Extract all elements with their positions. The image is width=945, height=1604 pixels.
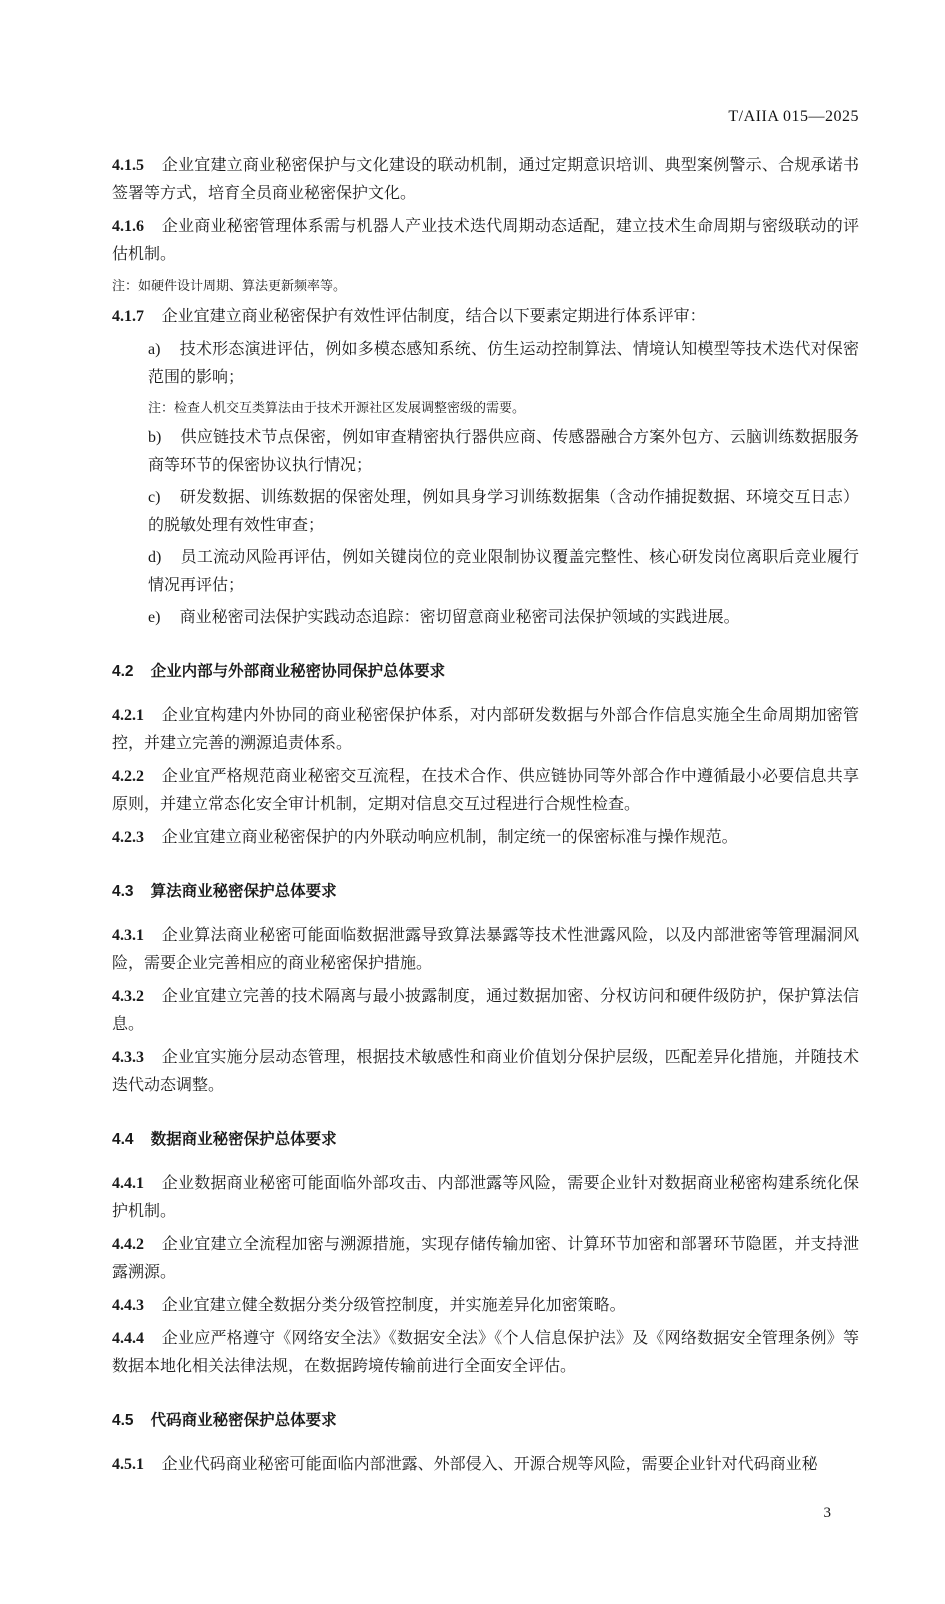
document-body [112, 152, 859, 1479]
clause-number: 4.1.5 [112, 157, 144, 174]
clause-number: 4.3.2 [112, 988, 144, 1005]
clause-text: 企业宜建立完善的技术隔离与最小披露制度，通过数据加密、分权访问和硬件级防护，保护算法信息。 [112, 988, 859, 1033]
clause-number: 4.2.1 [112, 707, 144, 724]
heading-text: 数据商业秘密保护总体要求 [150, 1131, 337, 1148]
list-item-d [148, 544, 859, 600]
clause-number: 4.2.3 [112, 829, 144, 846]
list-marker: b) [148, 429, 162, 446]
list-item-a [148, 336, 859, 392]
list-text: 研发数据、训练数据的保密处理，例如具身学习训练数据集（含动作捕捉数据、环境交互日志）的脱敏处理有效性审查； [148, 489, 859, 534]
list-marker: c) [148, 489, 161, 506]
list-item-b [148, 424, 859, 480]
heading-number: 4.3 [112, 883, 134, 900]
clause-number: 4.5.1 [112, 1456, 144, 1473]
list-marker: d) [148, 549, 162, 566]
clause-4.2.2 [112, 763, 859, 819]
clause-4.3.1 [112, 922, 859, 978]
clause-4.4.1 [112, 1170, 859, 1226]
clause-4.1.7 [112, 303, 859, 331]
section-heading-4.3 [112, 878, 859, 906]
heading-number: 4.5 [112, 1412, 134, 1429]
clause-number: 4.4.3 [112, 1297, 144, 1314]
page-number: 3 [823, 1505, 831, 1521]
heading-number: 4.2 [112, 663, 134, 680]
list-text: 供应链技术节点保密，例如审查精密执行器供应商、传感器融合方案外包方、云脑训练数据服务商等环节的保密协议执行情况； [148, 429, 859, 474]
clause-text: 企业宜建立商业秘密保护有效性评估制度，结合以下要素定期进行体系评审： [161, 308, 706, 325]
clause-number: 4.4.1 [112, 1175, 144, 1192]
note: 注：检查人机交互类算法由于技术开源社区发展调整密级的需要。 [148, 400, 526, 415]
clause-number: 4.3.3 [112, 1049, 144, 1066]
section-heading-4.2 [112, 658, 859, 686]
list-text: 技术形态演进评估，例如多模态感知系统、仿生运动控制算法、情境认知模型等技术迭代对保密范围的影响； [148, 341, 859, 386]
heading-number: 4.4 [112, 1131, 134, 1148]
clause-4.3.3 [112, 1044, 859, 1100]
section-heading-4.4 [112, 1126, 859, 1154]
clause-4.5.1 [112, 1451, 859, 1479]
list-text: 员工流动风险再评估，例如关键岗位的竞业限制协议覆盖完整性、核心研发岗位离职后竞业履行情况再评估； [148, 549, 859, 594]
heading-text: 算法商业秘密保护总体要求 [150, 883, 337, 900]
clause-text: 企业代码商业秘密可能面临内部泄露、外部侵入、开源合规等风险，需要企业针对代码商业秘 [161, 1456, 818, 1473]
clause-text: 企业宜实施分层动态管理，根据技术敏感性和商业价值划分保护层级，匹配差异化措施，并随技术迭代动态调整。 [112, 1049, 859, 1094]
clause-4.4.3 [112, 1292, 859, 1320]
note: 注：如硬件设计周期、算法更新频率等。 [112, 278, 347, 293]
clause-number: 4.3.1 [112, 927, 144, 944]
document-number-header: T/AIIA 015—2025 [728, 108, 859, 125]
clause-text: 企业宜严格规范商业秘密交互流程，在技术合作、供应链协同等外部合作中遵循最小必要信息共享原则，并建立常态化安全审计机制，定期对信息交互过程进行合规性检查。 [112, 768, 859, 813]
clause-number: 4.1.6 [112, 218, 144, 235]
clause-text: 企业宜构建内外协同的商业秘密保护体系，对内部研发数据与外部合作信息实施全生命周期加密管控，并建立完善的溯源追责体系。 [112, 707, 859, 752]
clause-text: 企业宜建立商业秘密保护与文化建设的联动机制，通过定期意识培训、典型案例警示、合规承诺书签署等方式，培育全员商业秘密保护文化。 [112, 157, 859, 202]
clause-4.1.5 [112, 152, 859, 208]
clause-text: 企业宜建立商业秘密保护的内外联动响应机制，制定统一的保密标准与操作规范。 [161, 829, 738, 846]
clause-4.2.3 [112, 824, 859, 852]
list-marker: a) [148, 341, 161, 358]
clause-4.4.4 [112, 1325, 859, 1381]
clause-number: 4.4.2 [112, 1236, 144, 1253]
clause-text: 企业宜建立全流程加密与溯源措施，实现存储传输加密、计算环节加密和部署环节隐匿，并支持泄露溯源。 [112, 1236, 859, 1281]
clause-4.1.6 [112, 213, 859, 269]
section-heading-4.5 [112, 1407, 859, 1435]
clause-text: 企业算法商业秘密可能面临数据泄露导致算法暴露等技术性泄露风险，以及内部泄密等管理漏洞风险，需要企业完善相应的商业秘密保护措施。 [112, 927, 859, 972]
clause-4.3.2 [112, 983, 859, 1039]
clause-number: 4.1.7 [112, 308, 144, 325]
clause-text: 企业应严格遵守《网络安全法》《数据安全法》《个人信息保护法》及《网络数据安全管理条例》等数据本地化相关法律法规，在数据跨境传输前进行全面安全评估。 [112, 1330, 859, 1375]
heading-text: 企业内部与外部商业秘密协同保护总体要求 [150, 663, 446, 680]
list-marker: e) [148, 609, 161, 626]
list-item-c [148, 484, 859, 540]
clause-number: 4.4.4 [112, 1330, 144, 1347]
clause-text: 企业数据商业秘密可能面临外部攻击、内部泄露等风险，需要企业针对数据商业秘密构建系统化保护机制。 [112, 1175, 859, 1220]
clause-text: 企业商业秘密管理体系需与机器人产业技术迭代周期动态适配，建立技术生命周期与密级联动的评估机制。 [112, 218, 859, 263]
clause-text: 企业宜建立健全数据分类分级管控制度，并实施差异化加密策略。 [161, 1297, 626, 1314]
list-item-e [148, 604, 859, 632]
heading-text: 代码商业秘密保护总体要求 [150, 1412, 337, 1429]
clause-4.4.2 [112, 1231, 859, 1287]
clause-4.2.1 [112, 702, 859, 758]
clause-number: 4.2.2 [112, 768, 144, 785]
list-text: 商业秘密司法保护实践动态追踪：密切留意商业秘密司法保护领域的实践进展。 [179, 609, 740, 626]
